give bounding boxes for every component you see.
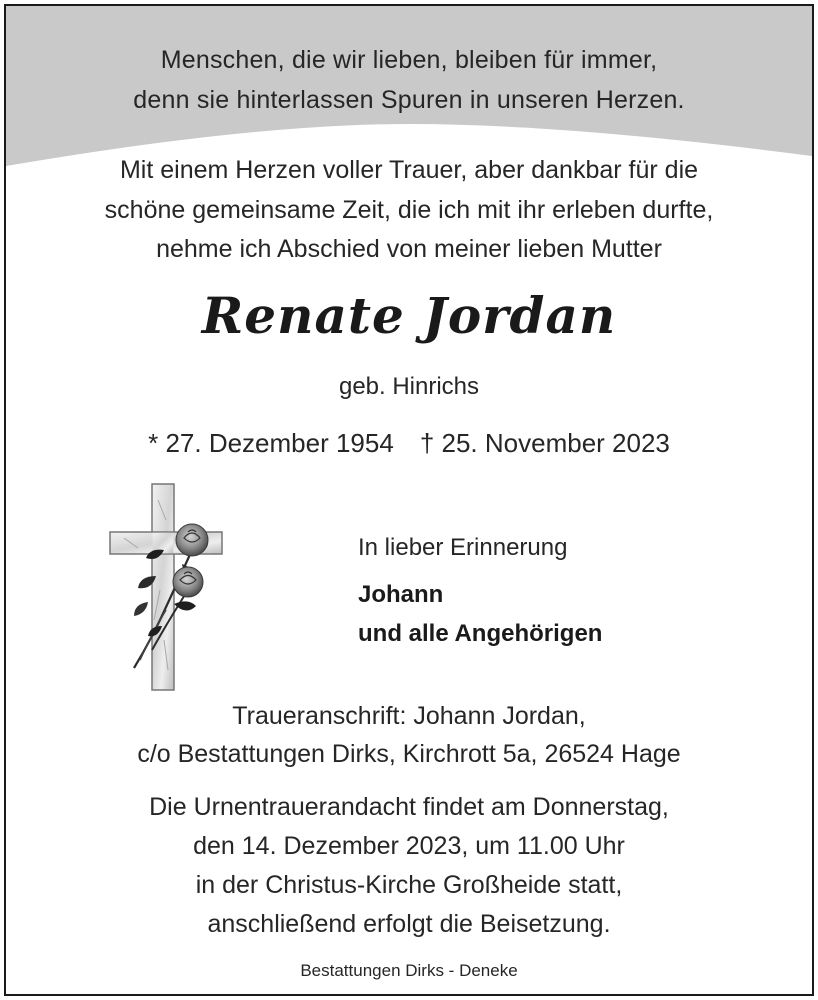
quote-line-2: denn sie hinterlassen Spuren in unseren Herzen. xyxy=(133,86,685,114)
intro-line-1: Mit einem Herzen voller Trauer, aber dankbar für die xyxy=(119,156,699,184)
mourner-relatives: und alle Angehörigen xyxy=(358,620,603,647)
death-date: † 25. November 2023 xyxy=(419,428,670,458)
service-line-1: Die Urnentrauerandacht findet am Donnerstag, xyxy=(149,793,669,821)
intro-line-2: schöne gemeinsame Zeit, die ich mit ihr erleben durfte, xyxy=(104,196,714,224)
service-line-4: anschließend erfolgt die Beisetzung. xyxy=(207,910,611,938)
service-line-3: in der Christus-Kirche Großheide statt, xyxy=(195,871,623,899)
cross-with-roses-icon xyxy=(104,480,224,692)
address-line-2: c/o Bestattungen Dirks, Kirchrott 5a, 26524 Hage xyxy=(137,740,681,768)
undertaker-footer: Bestattungen Dirks - Deneke xyxy=(300,961,518,980)
birth-date: * 27. Dezember 1954 xyxy=(148,428,394,458)
obituary-notice xyxy=(4,4,814,996)
memory-label: In lieber Erinnerung xyxy=(358,534,568,561)
service-line-2: den 14. Dezember 2023, um 11.00 Uhr xyxy=(193,832,625,860)
deceased-name: Renate Jordan xyxy=(201,286,617,345)
mourner-name: Johann xyxy=(358,581,444,608)
address-line-1: Traueranschrift: Johann Jordan, xyxy=(232,702,586,730)
life-dates xyxy=(6,428,812,459)
quote-line-1: Menschen, die wir lieben, bleiben für immer, xyxy=(160,46,658,74)
intro-line-3: nehme ich Abschied von meiner lieben Mutter xyxy=(156,235,662,263)
birth-name: geb. Hinrichs xyxy=(338,373,480,400)
